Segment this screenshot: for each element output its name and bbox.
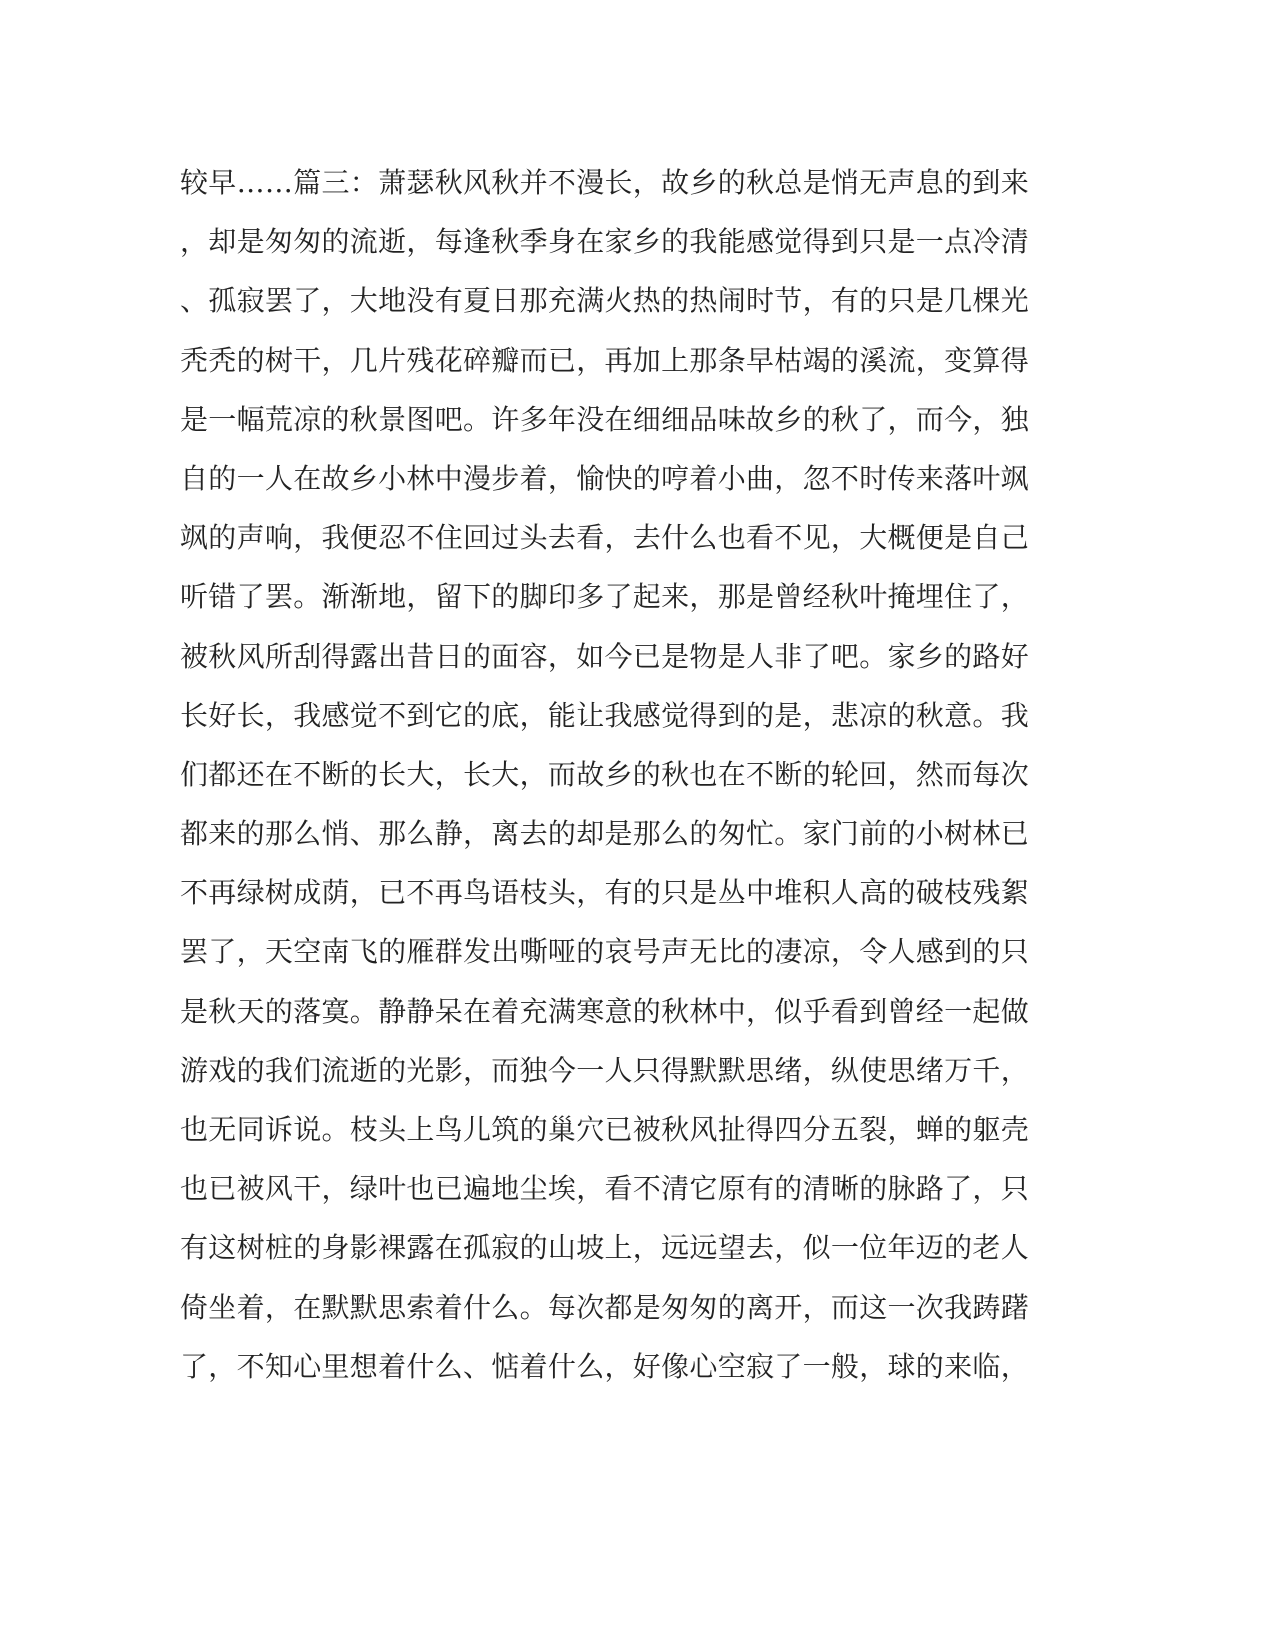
text-line: 罢了，天空南飞的雁群发出嘶哑的哀号声无比的凄凉，令人感到的只 — [180, 935, 1030, 969]
text-line: 秃秃的树干，几片残花碎瓣而已，再加上那条早枯竭的溪流，变算得 — [180, 343, 1030, 377]
text-line: 、孤寂罢了，大地没有夏日那充满火热的热闹时节，有的只是几棵光 — [180, 284, 1030, 318]
text-line: 有这树桩的身影裸露在孤寂的山坡上，远远望去，似一位年迈的老人 — [180, 1231, 1030, 1265]
text-line: 被秋风所刮得露出昔日的面容，如今已是物是人非了吧。家乡的路好 — [180, 639, 1030, 673]
body-text — [180, 153, 1030, 1396]
text-line: 长好长，我感觉不到它的底，能让我感觉得到的是，悲凉的秋意。我 — [180, 698, 1030, 732]
text-line: 是秋天的落寞。静静呆在着充满寒意的秋林中，似乎看到曾经一起做 — [180, 994, 1030, 1028]
text-line: 自的一人在故乡小林中漫步着，愉快的哼着小曲，忽不时传来落叶飒 — [180, 461, 1030, 495]
text-line: 是一幅荒凉的秋景图吧。许多年没在细细品味故乡的秋了，而今，独 — [180, 402, 1030, 436]
text-line: ，却是匆匆的流逝，每逢秋季身在家乡的我能感觉得到只是一点冷清 — [180, 225, 1030, 259]
text-line: 倚坐着，在默默思索着什么。每次都是匆匆的离开，而这一次我踌躇 — [180, 1290, 1030, 1324]
text-line: 游戏的我们流逝的光影，而独今一人只得默默思绪，纵使思绪万千， — [180, 1053, 1030, 1087]
text-line: 们都还在不断的长大，长大，而故乡的秋也在不断的轮回，然而每次 — [180, 757, 1030, 791]
text-line: 不再绿树成荫，已不再鸟语枝头，有的只是丛中堆积人高的破枝残絮 — [180, 876, 1030, 910]
text-line: 了，不知心里想着什么、惦着什么，好像心空寂了一般，球的来临， — [180, 1349, 1030, 1383]
text-line: 也已被风干，绿叶也已遍地尘埃，看不清它原有的清晰的脉路了，只 — [180, 1172, 1030, 1206]
text-line: 也无同诉说。枝头上鸟儿筑的巢穴已被秋风扯得四分五裂，蝉的躯壳 — [180, 1113, 1030, 1146]
text-line: 较早……篇三：萧瑟秋风秋并不漫长，故乡的秋总是悄无声息的到来 — [180, 166, 1030, 199]
text-line: 听错了罢。渐渐地，留下的脚印多了起来，那是曾经秋叶掩埋住了， — [180, 580, 1030, 614]
text-line: 飒的声响，我便忍不住回过头去看，去什么也看不见，大概便是自己 — [180, 521, 1030, 555]
text-line: 都来的那么悄、那么静，离去的却是那么的匆忙。家门前的小树林已 — [180, 817, 1030, 851]
